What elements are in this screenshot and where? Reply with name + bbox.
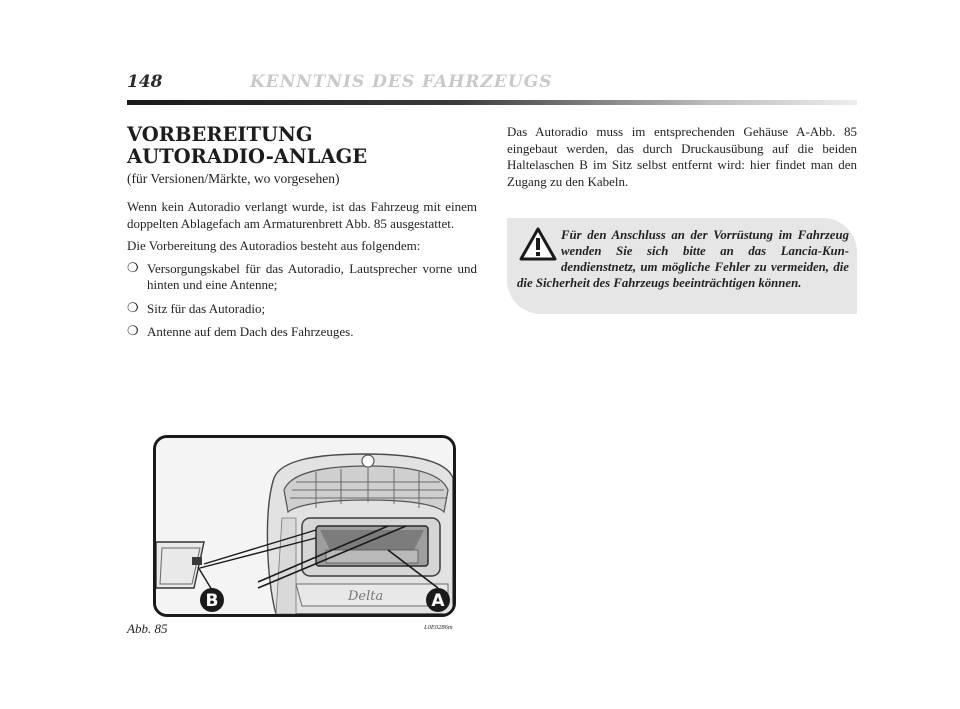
list-item xyxy=(127,301,477,318)
bullet-circle-icon: ❍ xyxy=(127,300,139,316)
page-number: 148 xyxy=(127,72,163,92)
list-item xyxy=(127,261,477,294)
section-title-line1: VORBEREITUNG xyxy=(127,123,313,146)
list-item xyxy=(127,324,477,341)
section-title xyxy=(127,124,477,168)
bullet-circle-icon: ❍ xyxy=(127,260,139,276)
intro-paragraph: Wenn kein Autoradio verlangt wurde, ist das Fahrzeug mit einem doppelten Ablagefach am Armaturenbrett Abb. 85 ausgestattet. xyxy=(127,199,477,231)
right-column xyxy=(507,124,857,190)
installation-paragraph: Das Autoradio muss im entsprechenden Gehäuse A-Abb. 85 eingebaut werden, das durch Druckausübung auf die beiden Haltelaschen B im Sitz selbst entfernt wird: hier findet man den Zugang zu den Kabeln. xyxy=(507,124,857,189)
list-item-text: Antenne auf dem Dach des Fahrzeuges. xyxy=(147,324,354,339)
figure-caption: Abb. 85 xyxy=(127,621,168,636)
dashboard-illustration xyxy=(156,438,453,614)
warning-triangle-icon xyxy=(519,227,557,261)
preparation-list xyxy=(127,261,477,341)
label-b: B xyxy=(205,591,219,611)
warning-box xyxy=(507,218,857,314)
script-lettering: Delta xyxy=(348,589,384,604)
list-item-text: Versorgungskabel für das Autoradio, Lautsprecher vorne und hinten und eine Antenne; xyxy=(147,260,477,292)
section-subtitle: (für Versionen/Märkte, wo vorgesehen) xyxy=(127,171,340,186)
figure-85 xyxy=(153,435,456,617)
label-a: A xyxy=(431,591,445,611)
section-title-line2: AUTORADIO-ANLAGE xyxy=(127,145,368,168)
bullet-circle-icon: ❍ xyxy=(127,324,139,339)
header-rule xyxy=(127,100,857,105)
warning-text: Für den Anschluss an der Vorrüstung im Fahrzeug wenden Sie sich bitte an das Lancia-Kundendienstnetz, um mögliche Fehler zu vermeiden, die die Sicherheit des Fahrzeugs beeinträchtigen können. xyxy=(517,228,849,290)
figure-code: L0E0286m xyxy=(424,624,453,631)
list-intro-paragraph: Die Vorbereitung des Autoradios besteht aus folgendem: xyxy=(127,238,421,253)
chapter-title: KENNTNIS DES FAHRZEUGS xyxy=(250,72,553,92)
list-item-text: Sitz für das Autoradio; xyxy=(147,300,266,316)
left-column xyxy=(127,124,477,348)
warning-text-block xyxy=(517,227,849,291)
